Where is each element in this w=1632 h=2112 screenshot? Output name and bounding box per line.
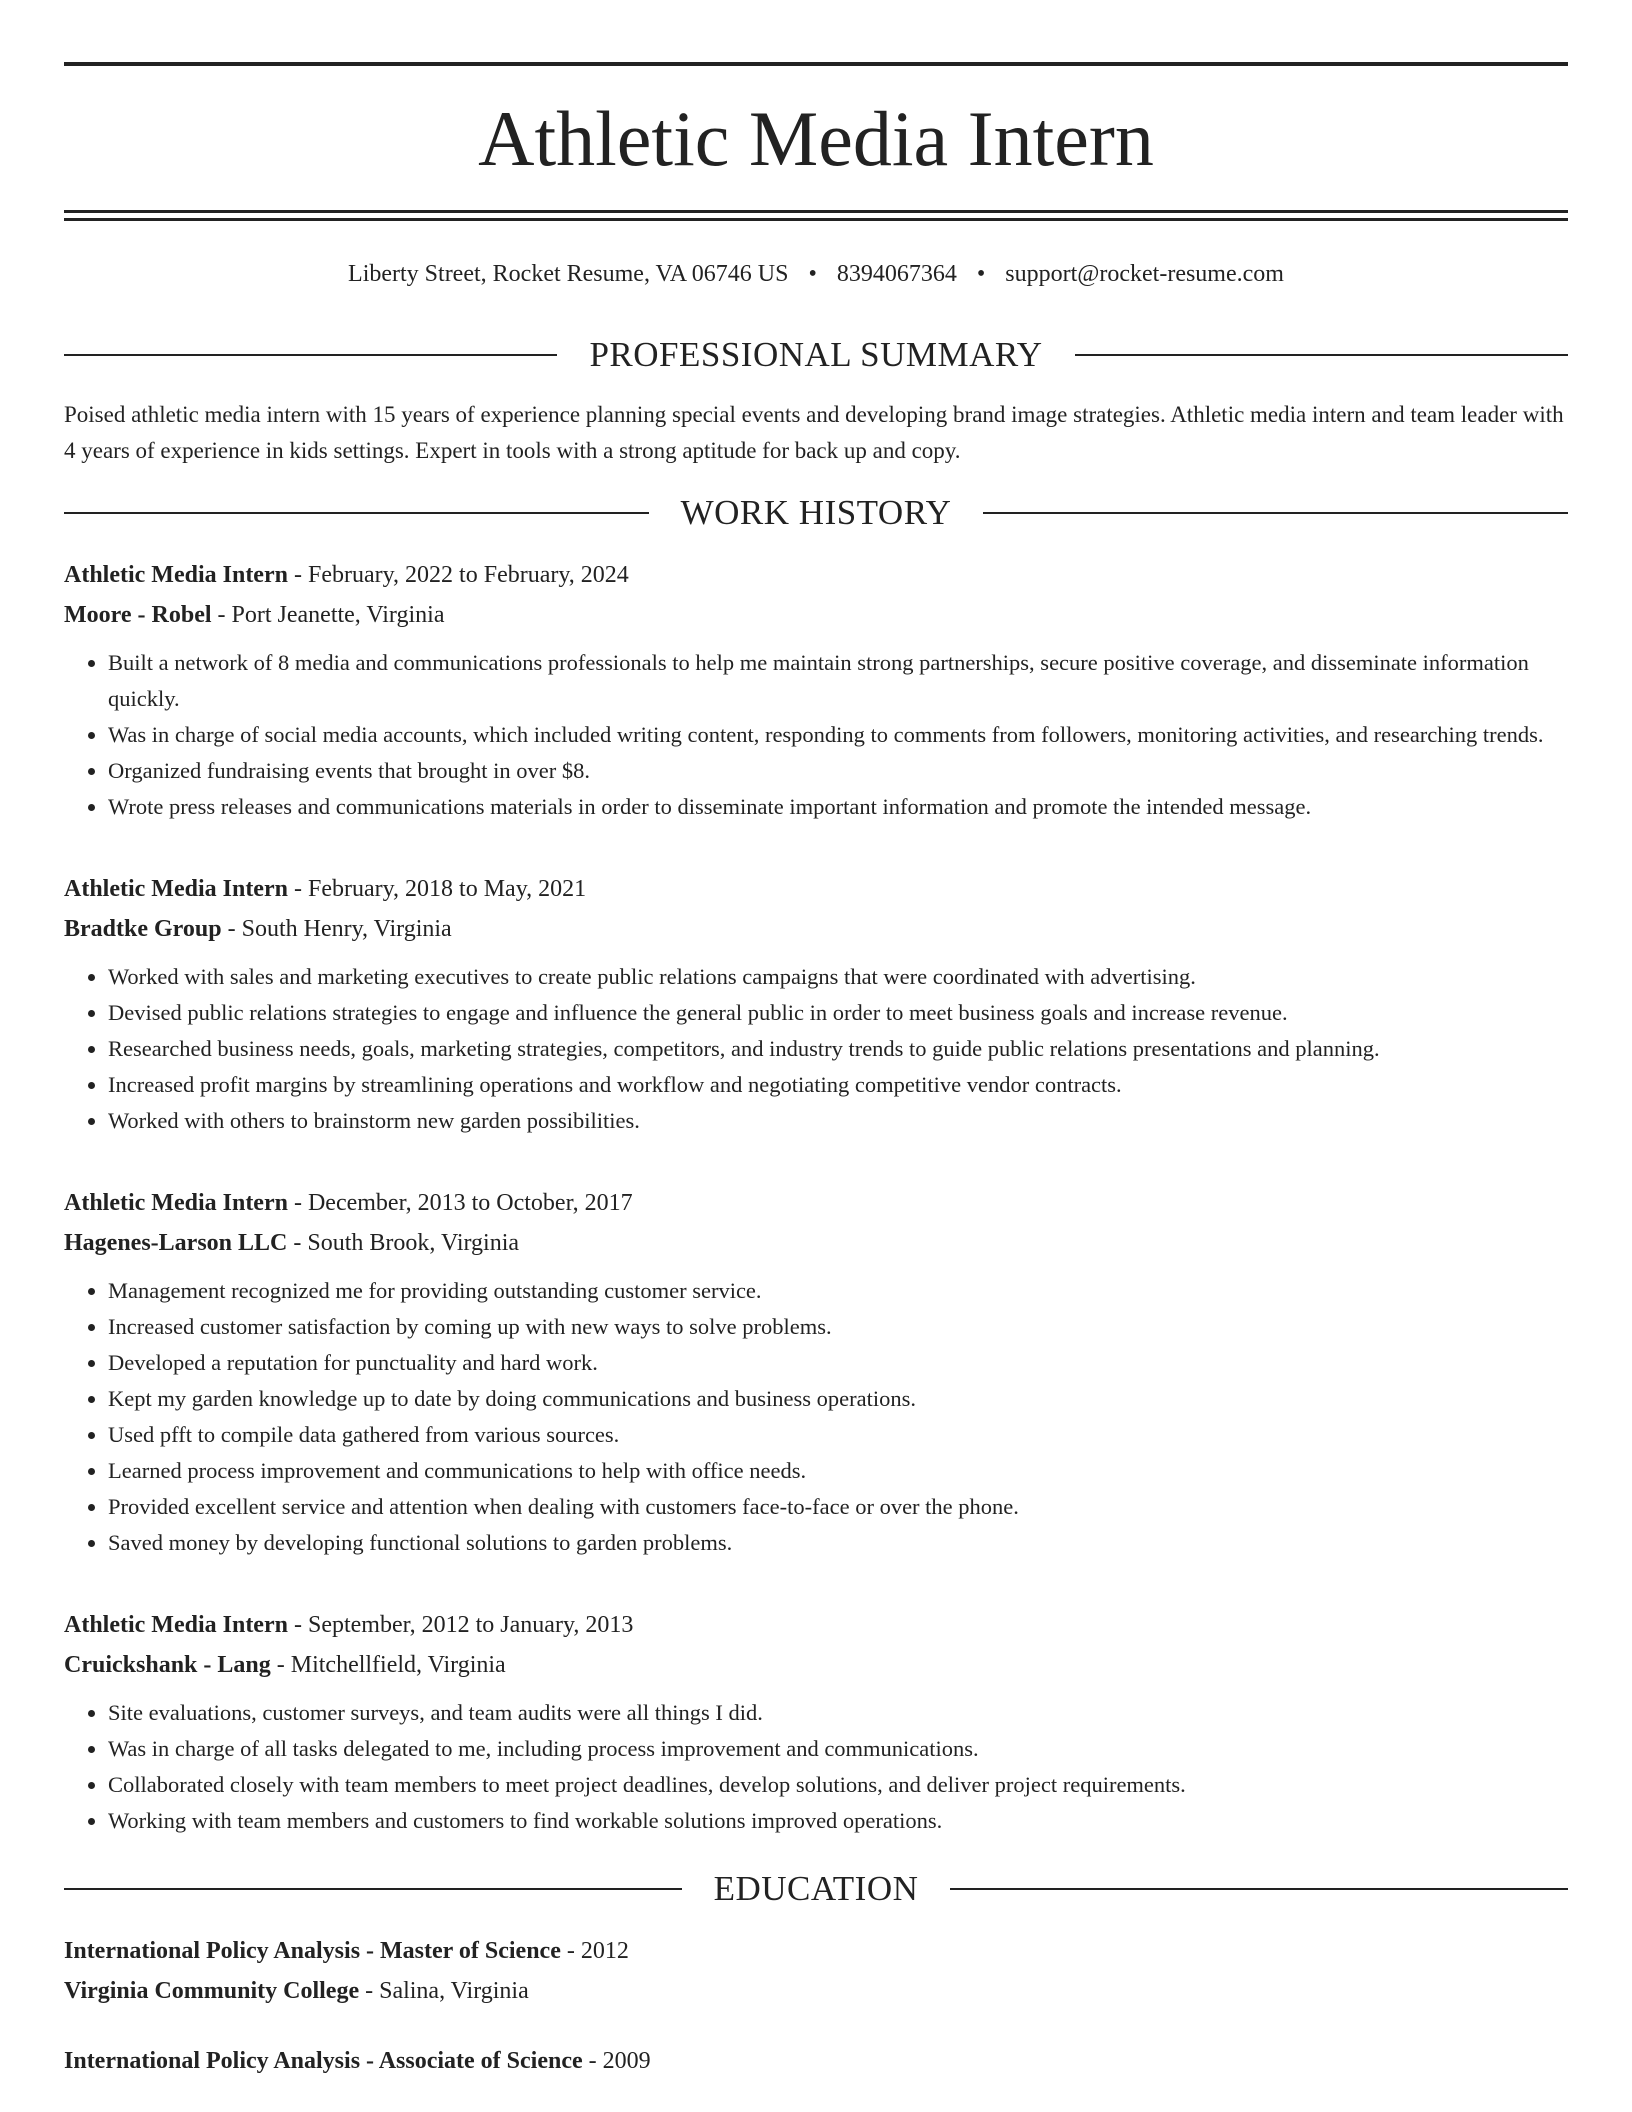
work-history-list [64, 555, 1568, 1839]
header-top-rule [64, 62, 1568, 66]
heading-rule-right [950, 1888, 1568, 1890]
dash-separator: - [287, 1230, 308, 1256]
education-degree: International Policy Analysis - Master of Science [64, 1938, 561, 1964]
job-entry [64, 1183, 1568, 1561]
heading-rule-right [1075, 354, 1568, 356]
header-double-rule [64, 210, 1568, 221]
contact-separator: • [808, 261, 817, 287]
dash-separator: - [270, 1652, 291, 1678]
contact-email: support@rocket-resume.com [1005, 261, 1284, 287]
job-bullet: • Learned process improvement and communications to help with office needs. [108, 1453, 1568, 1489]
job-role: Athletic Media Intern [64, 1612, 288, 1638]
job-role-line [64, 555, 1568, 595]
job-bullet: • Collaborated closely with team members to meet project deadlines, develop solutions, and deliver project requirements. [108, 1767, 1568, 1803]
education-year: 2009 [602, 2048, 651, 2074]
dash-separator: - [287, 876, 308, 902]
job-entry [64, 1605, 1568, 1839]
education-year: 2012 [580, 1938, 629, 1964]
job-bullet: • Saved money by developing functional solutions to garden problems. [108, 1525, 1568, 1561]
job-company-line [64, 595, 1568, 635]
job-dates: February, 2022 to February, 2024 [307, 562, 629, 588]
dash-separator: - [287, 1190, 308, 1216]
education-list [64, 1931, 1568, 2081]
dash-separator: - [211, 602, 232, 628]
resume-content [64, 62, 1568, 2081]
summary-heading-label: PROFESSIONAL SUMMARY [589, 335, 1043, 374]
job-location: South Brook, Virginia [307, 1230, 520, 1256]
job-bullet: • Provided excellent service and attention when dealing with customers face-to-face or over the phone. [108, 1489, 1568, 1525]
dash-separator: - [560, 1938, 581, 1964]
job-bullet-list [64, 1273, 1568, 1561]
job-role-line [64, 869, 1568, 909]
job-bullet: • Organized fundraising events that brought in over $8. [108, 753, 1568, 789]
job-role-line [64, 1183, 1568, 1223]
contact-address: Liberty Street, Rocket Resume, VA 06746 US [348, 261, 789, 287]
job-bullet: • Site evaluations, customer surveys, and team audits were all things I did. [108, 1695, 1568, 1731]
contact-line [64, 259, 1568, 289]
resume-title: Athletic Media Intern [478, 95, 1154, 182]
job-bullet-list [64, 1695, 1568, 1839]
education-entry [64, 1931, 1568, 2011]
job-bullet: • Kept my garden knowledge up to date by doing communications and business operations. [108, 1381, 1568, 1417]
job-bullet: • Was in charge of social media accounts, which included writing content, responding to comments from followers, monitoring activities, and researching trends. [108, 717, 1568, 753]
work-section-heading [64, 493, 1568, 533]
education-degree-line [64, 1931, 1568, 1971]
dash-separator: - [287, 1612, 308, 1638]
dash-separator: - [582, 2048, 603, 2074]
dash-separator: - [287, 562, 308, 588]
job-dates: September, 2012 to January, 2013 [307, 1612, 634, 1638]
job-bullet: • Management recognized me for providing outstanding customer service. [108, 1273, 1568, 1309]
job-dates: February, 2018 to May, 2021 [307, 876, 587, 902]
job-bullet: • Developed a reputation for punctuality and hard work. [108, 1345, 1568, 1381]
job-bullet: • Devised public relations strategies to engage and influence the general public in order to meet business goals and increase revenue. [108, 995, 1568, 1031]
job-role: Athletic Media Intern [64, 562, 288, 588]
job-role: Athletic Media Intern [64, 1190, 288, 1216]
job-entry [64, 555, 1568, 825]
job-bullet: • Researched business needs, goals, marketing strategies, competitors, and industry trends to guide public relations presentations and planning. [108, 1031, 1568, 1067]
job-bullet: • Increased customer satisfaction by coming up with new ways to solve problems. [108, 1309, 1568, 1345]
education-degree: International Policy Analysis - Associate of Science [64, 2048, 583, 2074]
job-role: Athletic Media Intern [64, 876, 288, 902]
job-company: Hagenes-Larson LLC [64, 1230, 288, 1256]
job-dates: December, 2013 to October, 2017 [307, 1190, 633, 1216]
job-role-line [64, 1605, 1568, 1645]
education-section-heading [64, 1869, 1568, 1909]
heading-rule-left [64, 512, 649, 514]
job-bullet: • Wrote press releases and communications materials in order to disseminate important information and promote the intended message. [108, 789, 1568, 825]
job-bullet: • Working with team members and customers to find workable solutions improved operations. [108, 1803, 1568, 1839]
job-location: South Henry, Virginia [241, 916, 452, 942]
heading-rule-left [64, 1888, 682, 1890]
summary-text: Poised athletic media intern with 15 years of experience planning special events and developing brand image strategies. Athletic media intern and team leader with 4 years of experience in kids settings. Expert in tools with a strong aptitude for back up and copy. [64, 402, 1564, 463]
job-location: Port Jeanette, Virginia [231, 602, 445, 628]
heading-rule-left [64, 354, 557, 356]
education-degree-line [64, 2041, 1568, 2081]
job-company: Bradtke Group [64, 916, 222, 942]
summary-section-heading [64, 335, 1568, 375]
job-bullet: • Worked with others to brainstorm new garden possibilities. [108, 1103, 1568, 1139]
job-bullet: • Worked with sales and marketing executives to create public relations campaigns that were coordinated with advertising. [108, 959, 1568, 995]
work-heading-label: WORK HISTORY [680, 493, 952, 532]
job-bullet-list [64, 959, 1568, 1139]
dash-separator: - [359, 1978, 380, 2004]
education-entry [64, 2041, 1568, 2081]
contact-phone: 8394067364 [836, 261, 957, 287]
job-bullet-list [64, 645, 1568, 825]
education-heading-label: EDUCATION [713, 1869, 919, 1908]
job-bullet: • Increased profit margins by streamlining operations and workflow and negotiating competitive vendor contracts. [108, 1067, 1568, 1103]
job-location: Mitchellfield, Virginia [290, 1652, 506, 1678]
dash-separator: - [221, 916, 242, 942]
job-entry [64, 869, 1568, 1139]
job-company-line [64, 1645, 1568, 1685]
job-company: Cruickshank - Lang [64, 1652, 271, 1678]
heading-rule-right [983, 512, 1568, 514]
education-location: Salina, Virginia [379, 1978, 529, 2004]
job-company-line [64, 909, 1568, 949]
education-school-line [64, 1971, 1568, 2011]
job-bullet: • Used pfft to compile data gathered from various sources. [108, 1417, 1568, 1453]
job-bullet: • Was in charge of all tasks delegated to me, including process improvement and communications. [108, 1731, 1568, 1767]
education-school: Virginia Community College [64, 1978, 360, 2004]
job-bullet: • Built a network of 8 media and communications professionals to help me maintain strong partnerships, secure positive coverage, and disseminate information quickly. [108, 645, 1568, 717]
job-company-line [64, 1223, 1568, 1263]
contact-separator: • [976, 261, 986, 287]
job-company: Moore - Robel [64, 602, 212, 628]
